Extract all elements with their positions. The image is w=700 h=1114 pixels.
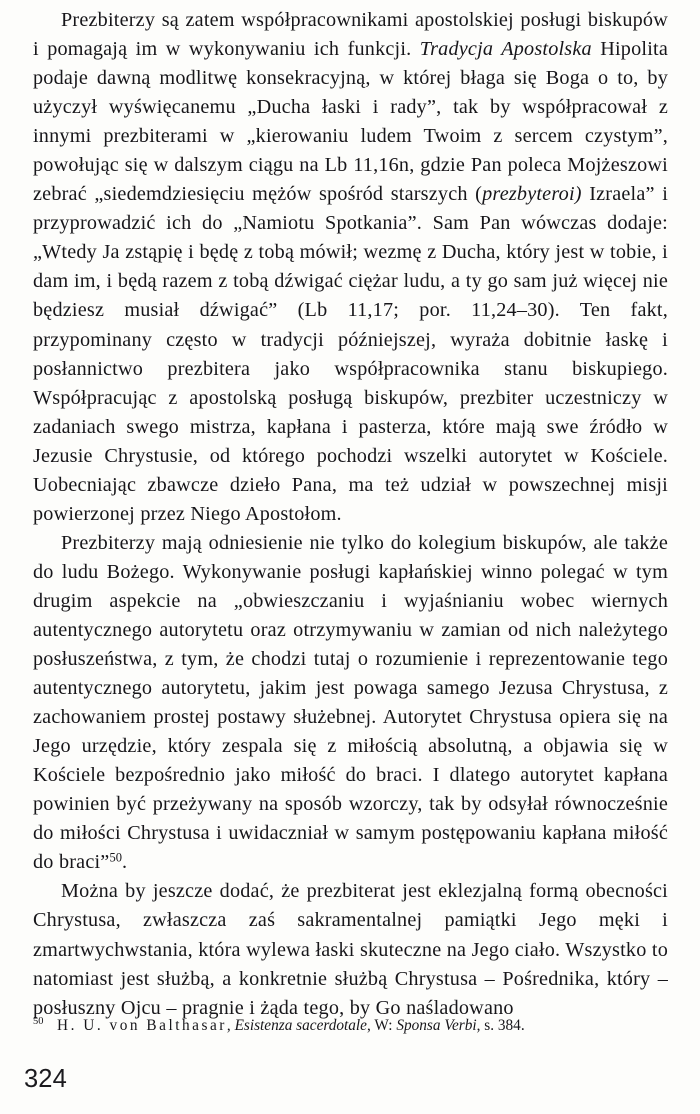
text-run: Hipolita podaje dawną modlitwę konsekracyjną, w której błaga się Boga o to, by użyczył wyświęcanemu „Ducha łaski i rady”, tak by współpracował z innymi prezbiterami w „kierowaniu ludem Twoim z sercem czystym”, powołując się w dalszym ciągu na Lb 11,16n, gdzie Pan poleca Mojżeszowi zebrać „siedemdziesięciu mężów spośród starszych ( [33,38,668,206]
footnote-pages: , s. 384. [476,1017,525,1034]
paragraph-1 [33,6,668,529]
footnote-entry: 50 H. U. von Balthasar, Esistenza sacerdotale, W: Sponsa Verbi, s. 384. [33,1015,525,1034]
footnote-title: Esistenza sacerdotale [234,1017,367,1034]
text-run: Można by jeszcze dodać, że prezbiterat jest eklezjalną formą obecności Chrystusa, zwłaszcza zaś sakramentalnej pamiątki Jego męki i zmartwychwstania, która wylewa łaski skuteczne na Jego ciało. Wszystko to natomiast jest służbą, a konkretnie służbą Chrystusa – Pośrednika, który – posłuszny Ojcu – pragnie i żąda tego, by Go naśladowano [33,880,668,1019]
footnote-author-separator: , [226,1017,231,1034]
italic-title-tradycja-apostolska: Tradycja Apostolska [419,38,592,61]
footnote-reference-50[interactable]: 50 [109,850,122,865]
footnote-area [33,1016,668,1036]
paragraph-3 [33,877,668,1022]
footnote-collection-title: Sponsa Verbi [396,1017,477,1034]
page-number: 324 [24,1065,67,1093]
text-run: Prezbiterzy są zatem współpracownikami apostolskiej posługi biskupów i pomagają im w wykonywaniu ich funkcji. [33,9,668,61]
text-run: . [121,851,128,874]
footnote-author: H. U. von Balthasar [57,1017,227,1034]
body-text-column [33,6,668,1023]
footnote-in-label: , W: [366,1017,397,1034]
text-run: Izraela” i przyprowadzić ich do „Namiotu Spotkania”. Sam Pan wówczas dodaje: „Wtedy Ja zstąpię i będę z tobą mówił; wezmę z Ducha, który jest w tobie, i dam im, i będą razem z tobą dźwigać ciężar ludu, a ty go sam już więcej nie będziesz musiał dźwigać” (Lb 11,17; por. 11,24–30). Ten fakt, przypominany często w tradycji późniejszej, wyraża dobitnie łaskę i posłannictwo prezbitera jako współpracownika stanu biskupiego. Współpracując z apostolską posługą biskupów, prezbiter uczestniczy w zadaniach swego mistrza, kapłana i pasterza, które mają swe źródło w Jezusie Chrystusie, od którego pochodzi wszelki autorytet w Kościele. Uobecniając zbawcze dzieło Pana, ma też udział w powszechnej misji powierzonej przez Niego Apostołom. [33,183,669,525]
paragraph-2 [33,529,668,878]
text-run: Prezbiterzy mają odniesienie nie tylko do kolegium biskupów, ale także do ludu Bożego. Wykonywanie posługi kapłańskiej winno polegać w tym drugim aspekcie na „obwieszczaniu i wyjaśnianiu wobec wiernych autentycznego autorytetu oraz otrzymywaniu w zamian od nich należytego posłuszeństwa, z tym, że chodzi tutaj o rozumienie i reprezentowanie tego autentycznego autorytetu, jakim jest powaga samego Jezusa Chrystusa, z zachowaniem prostej postawy służebnej. Autorytet Chrystusa opiera się na Jego urzędzie, który zespala się z miłością absolutną, a objawia się w Kościele bezpośrednio jako miłość do braci. I dlatego autorytet kapłana powinien być przeżywany na sposób wzorczy, tak by odsyłał równocześnie do miłości Chrystusa i uwidaczniał w samym postępowaniu kapłana miłość do braci” [33,531,668,874]
italic-term-prezbyteroi: prezbyteroi) [482,183,582,206]
